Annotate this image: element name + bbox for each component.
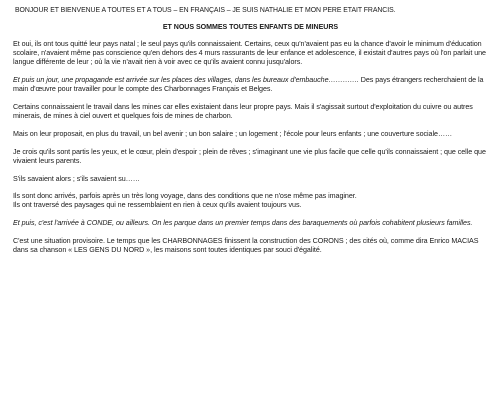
paragraph-8 (13, 219, 488, 228)
paragraph-text: Ils sont donc arrivés, parfois après un très long voyage, dans des conditions que ne n'ose même pas imaginer. (13, 192, 357, 201)
paragraph-4 (13, 130, 488, 139)
paragraph-2 (13, 76, 488, 94)
paragraph-text: Mais on leur proposait, en plus du travail, un bel avenir ; un bon salaire ; un logement ; l'école pour leurs enfants ; une couverture sociale…… (13, 129, 453, 138)
document-title: ET NOUS SOMMES TOUTES ENFANTS DE MINEURS (162, 23, 339, 31)
greeting-header: BONJOUR ET BIENVENUE A TOUTES ET A TOUS – EN FRANÇAIS – JE SUIS NATHALIE ET MON PERE ETAIT FRANCIS. (15, 7, 396, 14)
paragraph-text: Et oui, ils ont tous quitté leur pays natal ; le seul pays qu'ils connaissaient. Certains, ceux qu'n'avaient pas eu la chance d'avoir le minimum d'éducation scolaire, n'avaient même pas conscience qu'en dehors des 4 murs rassurants de leur enfance et adolescence, il existait d'autres pays où l'on parlait une langue différente de leur ; où la vie n'avait rien à voir avec ce qu'ils avaient connu jusqu'alors. (13, 40, 486, 67)
paragraph-text: C'est une situation provisoire. Le temps que les CHARBONNAGES finissent la construction des CORONS ; des cités où, comme dira Enrico MACIAS dans sa chanson « LES GENS DU NORD », les maisons sont toutes identiques par souci d'égalité. (13, 236, 479, 255)
paragraph-text: Des pays étrangers recherchaient de la main d'œuvre pour travailler pour le compte des Charbonnages Français et Belges. (13, 76, 484, 94)
paragraph-6 (13, 175, 488, 184)
paragraph-5 (13, 148, 488, 166)
paragraph-text: S'ils savaient alors ; s'ils savaient su…… (13, 174, 140, 183)
paragraph-text: Certains connaissaient le travail dans les mines car elles existaient dans leur propre pays. Mais il s'agissait surtout d'exploitation du cuivre ou autres minerais, de mines à ciel ouvert et quelques fois de mines de charbon. (13, 102, 473, 121)
paragraph-7 (13, 192, 488, 210)
paragraph-3 (13, 103, 488, 121)
paragraph-italic-text: Et puis, c'est l'arrivée à CONDE, ou ailleurs. On les parque dans un premier temps dans des baraquements où parfois cohabitent plusieurs familles. (13, 219, 473, 228)
paragraph-1 (13, 40, 488, 67)
paragraph-9 (13, 237, 488, 255)
paragraph-italic-text: Et puis un jour, une propagande est arrivée sur les places des villages, dans les bureaux d'embauche…………. (13, 76, 359, 85)
paragraph-text: Ils ont traversé des paysages qui ne ressemblaient en rien à ceux qu'ils avaient toujours vus. (13, 201, 302, 210)
paragraph-text: Je crois qu'ils sont partis les yeux, et le cœur, plein d'espoir ; plein de rêves ; s'imaginant une vie plus facile que celle qu'ils connaissaient ; que celle que vivaient leurs parents. (13, 147, 486, 165)
